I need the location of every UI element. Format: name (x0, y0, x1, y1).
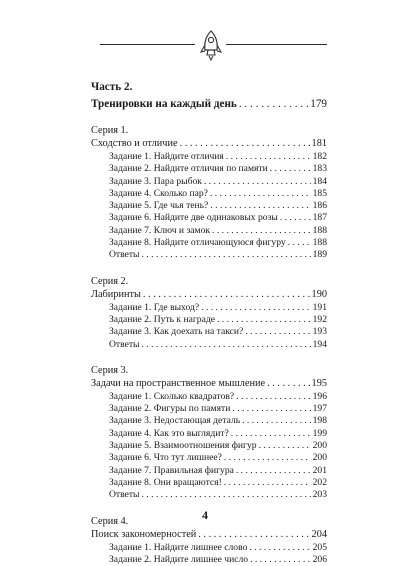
page-ref: 196 (312, 390, 327, 402)
task-entry[interactable] (91, 554, 327, 566)
task-label: Задание 1. Сколько квадратов? (109, 390, 235, 402)
page-ref: 200 (312, 440, 327, 452)
task-entry[interactable] (91, 200, 327, 212)
series-topic: Лабиринты (91, 288, 141, 300)
page-ref: 203 (312, 489, 327, 501)
leader-dots (231, 428, 311, 440)
leader-dots (180, 137, 310, 150)
task-entry[interactable] (91, 237, 327, 249)
series-topic-entry[interactable] (91, 137, 327, 150)
task-list (91, 542, 327, 566)
task-label: Задание 1. Где выход? (109, 301, 200, 313)
task-entry[interactable] (91, 542, 327, 554)
leader-dots (242, 415, 311, 427)
task-label: Задание 3. Недостающая деталь (109, 415, 241, 427)
task-label: Задание 1. Найдите лишнее слово (109, 541, 248, 553)
task-entry[interactable] (91, 249, 327, 261)
task-label: Задание 6. Найдите две одинаковых розы (109, 212, 278, 224)
series-topic-entry[interactable] (91, 377, 327, 390)
page-ref: 204 (311, 528, 327, 540)
task-entry[interactable] (91, 391, 327, 403)
series-topic: Задачи на пространственное мышление (91, 377, 266, 389)
leader-dots (143, 288, 310, 301)
page-ref: 201 (312, 464, 327, 476)
leader-dots (232, 403, 310, 415)
task-label: Задание 5. Взаимоотношения фигур (109, 440, 257, 452)
page-ref: 182 (312, 151, 327, 162)
task-list (91, 391, 327, 502)
page-ref: 200 (312, 452, 327, 464)
task-entry[interactable] (91, 151, 327, 163)
leader-dots (201, 302, 310, 314)
leader-dots (245, 326, 310, 338)
task-label: Задание 2. Найдите отличия по памяти (109, 163, 268, 175)
series-block (91, 275, 327, 351)
page-ref: 188 (312, 224, 327, 236)
series-block (91, 124, 327, 262)
task-label: Задание 2. Фигуры по памяти (109, 403, 231, 415)
task-label: Задание 7. Правильная фигура (109, 464, 234, 476)
task-entry[interactable] (91, 176, 327, 188)
leader-dots (250, 554, 311, 566)
page-ref: 194 (312, 338, 327, 350)
header-rule-left (100, 44, 195, 45)
series-number: Серия 3. (91, 364, 129, 376)
leader-dots (224, 477, 311, 489)
part-number: Часть 2. (91, 81, 133, 93)
page-ref: 193 (312, 326, 327, 338)
task-label: Ответы (109, 338, 140, 350)
leader-dots (236, 465, 311, 477)
task-entry[interactable] (91, 212, 327, 224)
task-entry[interactable] (91, 188, 327, 200)
task-entry[interactable] (91, 465, 327, 477)
page-ref: 183 (312, 163, 327, 175)
task-label: Ответы (109, 489, 140, 501)
task-list (91, 151, 327, 262)
page-ref: 192 (312, 313, 327, 325)
page-ref: 188 (312, 237, 327, 249)
task-entry[interactable] (91, 403, 327, 415)
page-number: 4 (202, 508, 208, 522)
page-ref: 206 (312, 553, 327, 565)
page-ref: 187 (312, 212, 327, 224)
leader-dots (210, 188, 311, 200)
leader-dots (224, 452, 311, 464)
task-entry[interactable] (91, 452, 327, 464)
task-label: Задание 1. Найдите отличия (109, 151, 224, 162)
leader-dots (267, 377, 309, 390)
task-entry[interactable] (91, 225, 327, 237)
leader-dots (259, 440, 311, 452)
page-ref: 198 (312, 415, 327, 427)
task-entry[interactable] (91, 415, 327, 427)
page-ref: 186 (312, 200, 327, 212)
task-label: Задание 2. Найдите лишнее число (109, 553, 249, 565)
task-label: Задание 5. Где чья тень? (109, 200, 209, 212)
task-entry[interactable] (91, 163, 327, 175)
series-number: Серия 4. (91, 515, 129, 527)
task-label: Задание 4. Как это выглядит? (109, 427, 229, 439)
page-ref: 189 (312, 249, 327, 261)
page-ref: 190 (311, 288, 327, 300)
task-label: Задание 8. Найдите отличающуюся фигуру (109, 237, 286, 249)
task-label: Задание 6. Что тут лишнее? (109, 452, 222, 464)
part-title-entry[interactable] (91, 97, 327, 111)
leader-dots (212, 225, 311, 237)
leader-dots (288, 237, 311, 249)
task-entry[interactable] (91, 428, 327, 440)
series-number: Серия 2. (91, 275, 129, 287)
page-ref: 185 (312, 187, 327, 199)
leader-dots (198, 528, 309, 541)
series-topic-entry[interactable] (91, 288, 327, 301)
task-label: Задание 8. Они вращаются! (109, 476, 222, 488)
task-list (91, 302, 327, 351)
page-ref: 195 (311, 377, 327, 389)
leader-dots (239, 97, 308, 111)
leader-dots (249, 542, 310, 554)
leader-dots (280, 212, 311, 224)
page-ref: 184 (312, 175, 327, 187)
table-of-contents (91, 80, 327, 566)
page-ref: 191 (312, 301, 327, 313)
task-entry[interactable] (91, 339, 327, 351)
task-entry[interactable] (91, 477, 327, 489)
part-title: Тренировки на каждый день (91, 98, 237, 110)
series-topic-entry[interactable] (91, 528, 327, 541)
leader-dots (142, 489, 311, 501)
leader-dots (210, 200, 310, 212)
rocket-icon (197, 30, 225, 62)
task-label: Задание 3. Пара рыбок (109, 175, 202, 187)
page-ref: 179 (310, 98, 327, 110)
leader-dots (204, 176, 311, 188)
task-entry[interactable] (91, 314, 327, 326)
page-ref: 181 (311, 138, 327, 149)
leader-dots (142, 339, 311, 351)
task-entry[interactable] (91, 440, 327, 452)
task-entry[interactable] (91, 302, 327, 314)
series-number: Серия 1. (91, 125, 129, 136)
task-label: Задание 4. Сколько пар? (109, 187, 208, 199)
leader-dots (236, 391, 310, 403)
page-ref: 197 (312, 403, 327, 415)
series-topic: Поиск закономерностей (91, 528, 197, 540)
task-entry[interactable] (91, 489, 327, 501)
series-topic: Сходство и отличие (91, 138, 178, 149)
leader-dots (217, 314, 311, 326)
page-ref: 202 (312, 476, 327, 488)
page-ref: 205 (312, 541, 327, 553)
header-rule-right (226, 44, 327, 45)
task-label: Ответы (109, 249, 140, 261)
page-ref: 199 (312, 427, 327, 439)
series-block (91, 364, 327, 502)
task-label: Задание 7. Ключ и замок (109, 224, 211, 236)
leader-dots (142, 249, 311, 261)
task-label: Задание 3. Как доехать на такси? (109, 326, 244, 338)
task-entry[interactable] (91, 326, 327, 338)
leader-dots (270, 163, 311, 175)
leader-dots (226, 151, 311, 163)
task-label: Задание 2. Путь к награде (109, 313, 215, 325)
